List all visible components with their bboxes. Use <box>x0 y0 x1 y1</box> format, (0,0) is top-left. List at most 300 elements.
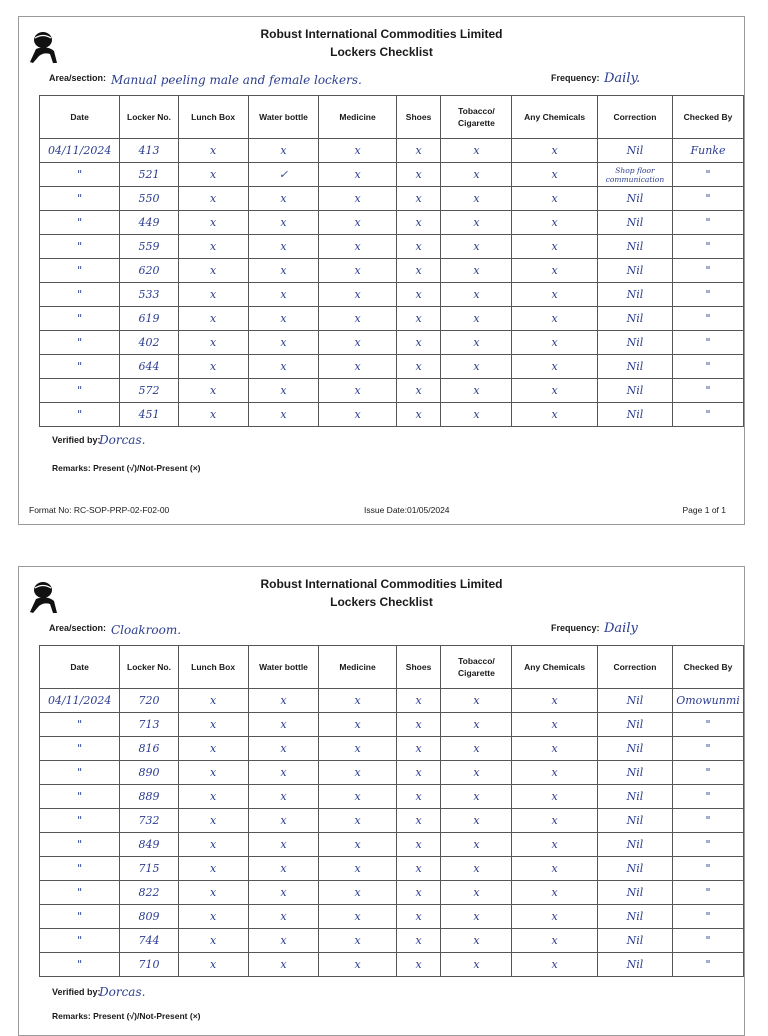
cell-correction: Nil <box>597 139 672 163</box>
frequency-value: Daily <box>604 621 638 636</box>
cell-water-bottle: ✓ <box>248 163 319 187</box>
cell-lunch-box: x <box>178 953 248 977</box>
cell-lunch-box: x <box>178 785 248 809</box>
cell-medicine: x <box>319 403 396 427</box>
cell-correction: Nil <box>597 809 672 833</box>
cell-date: " <box>40 235 120 259</box>
cell-lunch-box: x <box>178 379 248 403</box>
table-row <box>40 259 744 283</box>
cell-water-bottle: x <box>248 139 319 163</box>
cell-chemicals: x <box>512 809 598 833</box>
table-body <box>40 689 744 977</box>
cell-checked-by: " <box>672 737 743 761</box>
cell-lunch-box: x <box>178 283 248 307</box>
format-number: Format No: RC-SOP-PRP-02-F02-00 <box>29 505 170 515</box>
cell-tobacco: x <box>441 689 512 713</box>
header-water-bottle: Water bottle <box>248 96 319 139</box>
cell-shoes: x <box>396 163 441 187</box>
cell-tobacco: x <box>441 163 512 187</box>
cell-correction: Nil <box>597 953 672 977</box>
cell-date: " <box>40 761 120 785</box>
cell-shoes: x <box>396 283 441 307</box>
cell-tobacco: x <box>441 187 512 211</box>
cell-tobacco: x <box>441 259 512 283</box>
cell-water-bottle: x <box>248 331 319 355</box>
cell-tobacco: x <box>441 139 512 163</box>
cell-locker-no: 449 <box>120 211 178 235</box>
cell-water-bottle: x <box>248 953 319 977</box>
cell-chemicals: x <box>512 881 598 905</box>
cell-correction: Nil <box>597 761 672 785</box>
cell-tobacco: x <box>441 905 512 929</box>
cell-locker-no: 732 <box>120 809 178 833</box>
cell-locker-no: 533 <box>120 283 178 307</box>
table-row <box>40 163 744 187</box>
cell-checked-by: " <box>672 355 743 379</box>
cell-water-bottle: x <box>248 881 319 905</box>
header-medicine: Medicine <box>319 96 396 139</box>
cell-date: " <box>40 331 120 355</box>
table-body <box>40 139 744 427</box>
area-section-label: Area/section: <box>49 73 107 83</box>
cell-medicine: x <box>319 211 396 235</box>
cell-tobacco: x <box>441 881 512 905</box>
table-row <box>40 379 744 403</box>
table-row <box>40 235 744 259</box>
cell-correction: Nil <box>597 283 672 307</box>
cell-correction: Nil <box>597 881 672 905</box>
cell-correction: Nil <box>597 833 672 857</box>
cell-date: " <box>40 187 120 211</box>
cell-shoes: x <box>396 737 441 761</box>
cell-medicine: x <box>319 689 396 713</box>
cell-shoes: x <box>396 379 441 403</box>
cell-locker-no: 720 <box>120 689 178 713</box>
table-row <box>40 929 744 953</box>
cell-lunch-box: x <box>178 355 248 379</box>
cell-water-bottle: x <box>248 259 319 283</box>
cell-water-bottle: x <box>248 737 319 761</box>
verified-by-label: Verified by: <box>52 987 101 997</box>
cell-correction: Nil <box>597 259 672 283</box>
header-checked-by: Checked By <box>672 646 743 689</box>
cell-medicine: x <box>319 283 396 307</box>
cell-chemicals: x <box>512 953 598 977</box>
cell-water-bottle: x <box>248 307 319 331</box>
cell-date: " <box>40 905 120 929</box>
header-chemicals: Any Chemicals <box>512 646 598 689</box>
cell-correction: Nil <box>597 713 672 737</box>
cell-date: 04/11/2024 <box>40 689 120 713</box>
cell-shoes: x <box>396 403 441 427</box>
table-row <box>40 689 744 713</box>
cell-correction: Nil <box>597 857 672 881</box>
cell-water-bottle: x <box>248 809 319 833</box>
cell-correction: Nil <box>597 187 672 211</box>
cell-checked-by: " <box>672 713 743 737</box>
verified-by-label: Verified by: <box>52 435 101 445</box>
cell-chemicals: x <box>512 235 598 259</box>
table-row <box>40 713 744 737</box>
cell-locker-no: 816 <box>120 737 178 761</box>
cell-correction: Nil <box>597 689 672 713</box>
cell-shoes: x <box>396 713 441 737</box>
table-row <box>40 187 744 211</box>
cell-date: " <box>40 809 120 833</box>
cell-medicine: x <box>319 379 396 403</box>
cell-chemicals: x <box>512 929 598 953</box>
frequency-value: Daily. <box>604 71 641 86</box>
cell-chemicals: x <box>512 211 598 235</box>
cell-checked-by: " <box>672 833 743 857</box>
table-row <box>40 905 744 929</box>
cell-chemicals: x <box>512 857 598 881</box>
header-checked-by: Checked By <box>672 96 743 139</box>
cell-checked-by: " <box>672 929 743 953</box>
cell-water-bottle: x <box>248 857 319 881</box>
cell-checked-by: " <box>672 307 743 331</box>
cell-medicine: x <box>319 331 396 355</box>
cell-lunch-box: x <box>178 737 248 761</box>
table-row <box>40 283 744 307</box>
remarks-legend: Remarks: Present (√)/Not-Present (×) <box>52 1011 201 1021</box>
cell-medicine: x <box>319 307 396 331</box>
cell-lunch-box: x <box>178 163 248 187</box>
cell-chemicals: x <box>512 163 598 187</box>
cell-correction: Nil <box>597 785 672 809</box>
cell-correction: Nil <box>597 307 672 331</box>
cell-lunch-box: x <box>178 403 248 427</box>
cell-lunch-box: x <box>178 689 248 713</box>
header-chemicals: Any Chemicals <box>512 96 598 139</box>
cell-medicine: x <box>319 833 396 857</box>
cell-date: 04/11/2024 <box>40 139 120 163</box>
document-title: Lockers Checklist <box>330 45 433 59</box>
cell-tobacco: x <box>441 737 512 761</box>
table-header-row <box>40 646 744 689</box>
cell-checked-by: " <box>672 809 743 833</box>
cell-medicine: x <box>319 953 396 977</box>
cell-water-bottle: x <box>248 379 319 403</box>
cell-date: " <box>40 211 120 235</box>
header-shoes: Shoes <box>396 96 441 139</box>
cell-water-bottle: x <box>248 187 319 211</box>
cell-checked-by: " <box>672 211 743 235</box>
cell-checked-by: " <box>672 403 743 427</box>
cell-shoes: x <box>396 857 441 881</box>
cell-correction: Nil <box>597 331 672 355</box>
cell-checked-by: " <box>672 283 743 307</box>
cell-correction: Nil <box>597 929 672 953</box>
cell-lunch-box: x <box>178 929 248 953</box>
cell-medicine: x <box>319 713 396 737</box>
cell-chemicals: x <box>512 355 598 379</box>
cell-water-bottle: x <box>248 833 319 857</box>
cell-shoes: x <box>396 905 441 929</box>
cell-tobacco: x <box>441 235 512 259</box>
cell-date: " <box>40 713 120 737</box>
cell-date: " <box>40 403 120 427</box>
table-row <box>40 139 744 163</box>
cell-chemicals: x <box>512 713 598 737</box>
cell-shoes: x <box>396 809 441 833</box>
cell-date: " <box>40 785 120 809</box>
cell-locker-no: 451 <box>120 403 178 427</box>
cell-tobacco: x <box>441 953 512 977</box>
cell-date: " <box>40 857 120 881</box>
cell-shoes: x <box>396 929 441 953</box>
company-name: Robust International Commodities Limited <box>260 577 503 591</box>
cell-date: " <box>40 379 120 403</box>
cell-shoes: x <box>396 187 441 211</box>
cell-tobacco: x <box>441 403 512 427</box>
cell-tobacco: x <box>441 211 512 235</box>
cell-water-bottle: x <box>248 761 319 785</box>
cell-locker-no: 809 <box>120 905 178 929</box>
cell-checked-by: " <box>672 785 743 809</box>
header-tobacco: Tobacco/ Cigarette <box>441 96 512 139</box>
cell-shoes: x <box>396 785 441 809</box>
table-row <box>40 737 744 761</box>
table-row <box>40 761 744 785</box>
cell-tobacco: x <box>441 307 512 331</box>
cell-checked-by: " <box>672 163 743 187</box>
cell-checked-by: " <box>672 905 743 929</box>
cell-lunch-box: x <box>178 307 248 331</box>
checklist-sheet-2 <box>18 566 745 1036</box>
cell-chemicals: x <box>512 187 598 211</box>
cell-tobacco: x <box>441 809 512 833</box>
table-row <box>40 953 744 977</box>
cell-date: " <box>40 953 120 977</box>
table-row <box>40 403 744 427</box>
cell-lunch-box: x <box>178 331 248 355</box>
cell-shoes: x <box>396 355 441 379</box>
cell-correction: Nil <box>597 235 672 259</box>
cell-shoes: x <box>396 139 441 163</box>
header-water-bottle: Water bottle <box>248 646 319 689</box>
cell-shoes: x <box>396 211 441 235</box>
cell-correction: Nil <box>597 905 672 929</box>
cell-medicine: x <box>319 785 396 809</box>
verified-by-signature: Dorcas. <box>99 985 146 999</box>
page-number: Page 1 of 1 <box>682 505 726 515</box>
cell-chemicals: x <box>512 331 598 355</box>
cell-date: " <box>40 737 120 761</box>
cell-locker-no: 644 <box>120 355 178 379</box>
cell-tobacco: x <box>441 929 512 953</box>
cell-locker-no: 710 <box>120 953 178 977</box>
cell-medicine: x <box>319 187 396 211</box>
cell-locker-no: 849 <box>120 833 178 857</box>
cell-lunch-box: x <box>178 211 248 235</box>
cell-locker-no: 402 <box>120 331 178 355</box>
cell-tobacco: x <box>441 785 512 809</box>
cell-lunch-box: x <box>178 881 248 905</box>
cell-lunch-box: x <box>178 187 248 211</box>
cell-tobacco: x <box>441 761 512 785</box>
cell-date: " <box>40 881 120 905</box>
cell-locker-no: 521 <box>120 163 178 187</box>
cell-medicine: x <box>319 809 396 833</box>
cell-date: " <box>40 307 120 331</box>
cell-lunch-box: x <box>178 235 248 259</box>
cell-lunch-box: x <box>178 905 248 929</box>
cell-lunch-box: x <box>178 713 248 737</box>
cell-checked-by: " <box>672 259 743 283</box>
cell-correction: Shop floor communication <box>597 163 672 187</box>
cell-chemicals: x <box>512 283 598 307</box>
cell-locker-no: 572 <box>120 379 178 403</box>
cell-chemicals: x <box>512 379 598 403</box>
cell-shoes: x <box>396 307 441 331</box>
cell-lunch-box: x <box>178 139 248 163</box>
cell-chemicals: x <box>512 689 598 713</box>
cell-chemicals: x <box>512 905 598 929</box>
table-row <box>40 355 744 379</box>
cell-medicine: x <box>319 761 396 785</box>
cell-lunch-box: x <box>178 857 248 881</box>
cell-shoes: x <box>396 689 441 713</box>
cell-checked-by: " <box>672 235 743 259</box>
cell-correction: Nil <box>597 403 672 427</box>
remarks-legend: Remarks: Present (√)/Not-Present (×) <box>52 463 201 473</box>
table-row <box>40 785 744 809</box>
cell-locker-no: 713 <box>120 713 178 737</box>
cell-water-bottle: x <box>248 785 319 809</box>
cell-chemicals: x <box>512 259 598 283</box>
header-lunch-box: Lunch Box <box>178 96 248 139</box>
cell-locker-no: 744 <box>120 929 178 953</box>
cell-medicine: x <box>319 355 396 379</box>
cell-date: " <box>40 833 120 857</box>
cell-shoes: x <box>396 331 441 355</box>
cell-tobacco: x <box>441 379 512 403</box>
table-row <box>40 331 744 355</box>
cell-date: " <box>40 259 120 283</box>
lockers-table <box>39 95 744 427</box>
company-name: Robust International Commodities Limited <box>260 27 503 41</box>
cell-shoes: x <box>396 833 441 857</box>
cell-correction: Nil <box>597 737 672 761</box>
cell-chemicals: x <box>512 737 598 761</box>
cell-correction: Nil <box>597 211 672 235</box>
cell-lunch-box: x <box>178 833 248 857</box>
cell-medicine: x <box>319 737 396 761</box>
verified-by-signature: Dorcas. <box>99 433 146 447</box>
cell-checked-by: " <box>672 953 743 977</box>
cell-locker-no: 889 <box>120 785 178 809</box>
cell-medicine: x <box>319 259 396 283</box>
cell-locker-no: 559 <box>120 235 178 259</box>
cell-water-bottle: x <box>248 235 319 259</box>
cell-correction: Nil <box>597 379 672 403</box>
header-medicine: Medicine <box>319 646 396 689</box>
cell-tobacco: x <box>441 833 512 857</box>
cell-locker-no: 890 <box>120 761 178 785</box>
cell-date: " <box>40 355 120 379</box>
cell-shoes: x <box>396 235 441 259</box>
header-locker-no: Locker No. <box>120 96 178 139</box>
cell-water-bottle: x <box>248 403 319 427</box>
header-shoes: Shoes <box>396 646 441 689</box>
cell-locker-no: 619 <box>120 307 178 331</box>
header-lunch-box: Lunch Box <box>178 646 248 689</box>
cell-shoes: x <box>396 761 441 785</box>
cell-medicine: x <box>319 139 396 163</box>
cell-date: " <box>40 163 120 187</box>
cell-shoes: x <box>396 259 441 283</box>
area-section-label: Area/section: <box>49 623 107 633</box>
area-section-value: Manual peeling male and female lockers. <box>111 73 362 87</box>
issue-date: Issue Date:01/05/2024 <box>364 505 450 515</box>
cell-tobacco: x <box>441 283 512 307</box>
cell-locker-no: 822 <box>120 881 178 905</box>
table-row <box>40 881 744 905</box>
cell-shoes: x <box>396 953 441 977</box>
cell-lunch-box: x <box>178 259 248 283</box>
table-row <box>40 833 744 857</box>
header-correction: Correction <box>597 646 672 689</box>
cell-water-bottle: x <box>248 905 319 929</box>
cell-water-bottle: x <box>248 211 319 235</box>
cell-medicine: x <box>319 929 396 953</box>
cell-chemicals: x <box>512 761 598 785</box>
cell-checked-by: " <box>672 857 743 881</box>
cell-water-bottle: x <box>248 355 319 379</box>
cell-water-bottle: x <box>248 689 319 713</box>
cell-tobacco: x <box>441 713 512 737</box>
cell-chemicals: x <box>512 139 598 163</box>
cell-tobacco: x <box>441 355 512 379</box>
cell-water-bottle: x <box>248 283 319 307</box>
frequency-label: Frequency: <box>551 73 600 83</box>
cell-checked-by: " <box>672 379 743 403</box>
cell-locker-no: 550 <box>120 187 178 211</box>
cell-chemicals: x <box>512 403 598 427</box>
table-row <box>40 211 744 235</box>
cell-lunch-box: x <box>178 809 248 833</box>
table-row <box>40 307 744 331</box>
cell-checked-by: " <box>672 881 743 905</box>
document-title: Lockers Checklist <box>330 595 433 609</box>
cell-medicine: x <box>319 857 396 881</box>
cell-lunch-box: x <box>178 761 248 785</box>
cell-checked-by: Omowunmi <box>672 689 743 713</box>
cell-locker-no: 620 <box>120 259 178 283</box>
checklist-sheet-1 <box>18 16 745 525</box>
frequency-label: Frequency: <box>551 623 600 633</box>
cell-correction: Nil <box>597 355 672 379</box>
cell-date: " <box>40 929 120 953</box>
cell-checked-by: Funke <box>672 139 743 163</box>
cell-locker-no: 715 <box>120 857 178 881</box>
table-row <box>40 857 744 881</box>
table-header-row <box>40 96 744 139</box>
cell-chemicals: x <box>512 307 598 331</box>
table-row <box>40 809 744 833</box>
cell-locker-no: 413 <box>120 139 178 163</box>
area-section-value: Cloakroom. <box>111 623 182 637</box>
cell-checked-by: " <box>672 761 743 785</box>
cell-checked-by: " <box>672 187 743 211</box>
cell-medicine: x <box>319 881 396 905</box>
cell-chemicals: x <box>512 785 598 809</box>
cell-medicine: x <box>319 163 396 187</box>
cell-water-bottle: x <box>248 713 319 737</box>
cell-date: " <box>40 283 120 307</box>
header-correction: Correction <box>597 96 672 139</box>
